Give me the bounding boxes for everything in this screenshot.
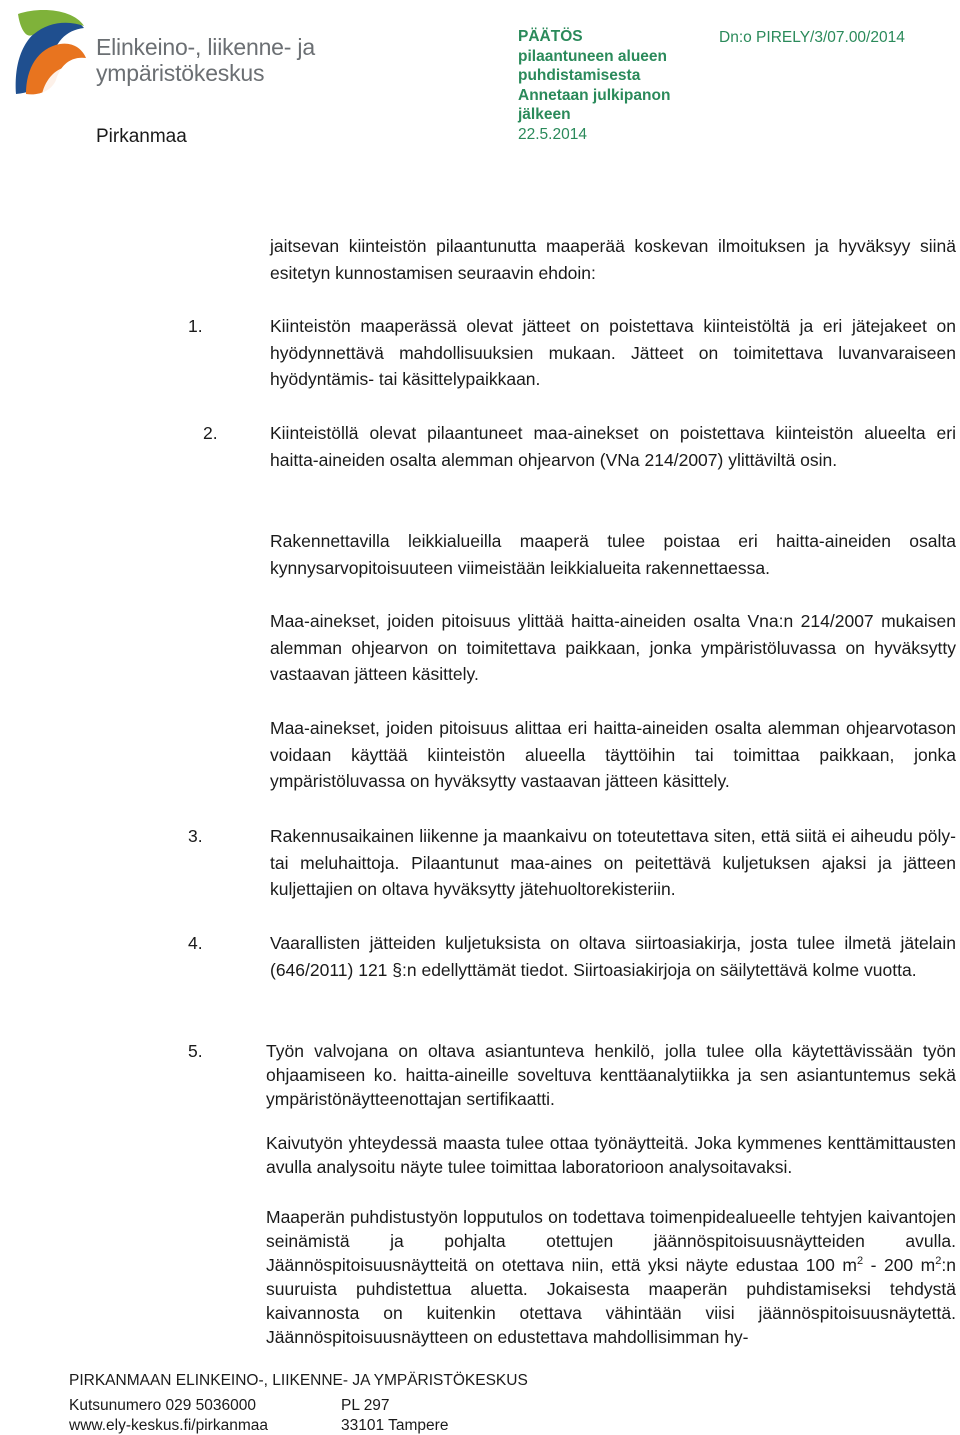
footer-pobox: PL 297	[341, 1397, 390, 1414]
item-number-3: 3.	[188, 826, 203, 846]
item-number-1: 1.	[188, 316, 203, 336]
doc-subject-3: Annetaan julkipanon	[518, 86, 671, 104]
item-2-paragraph-b: Maa-ainekset, joiden pitoisuus ylittää haitta-aineiden osalta Vna:n 214/2007 mukaisen alemman ohjearvon on toimitettava paikkaan, jonka ympäristöluvassa on hyväksytty vastaavan jätteen käsittely.	[270, 611, 956, 684]
doc-type: PÄÄTÖS	[518, 28, 583, 45]
item-5-paragraph-b-part3: :n suuruista puhdistettua aluetta. Jokaisesta maaperän puhdistamiseksi tehdystä kaivannosta on kuitenkin otettava vähintään viisi jäännöspitoisuusnäytettä. Jäännöspitoisuusnäytteen on edustettava mahdollisimman hy-	[266, 1255, 956, 1347]
item-5-paragraph-b-part2: - 200 m	[863, 1255, 936, 1275]
doc-subject-4: jälkeen	[518, 106, 571, 123]
ely-logo-icon	[12, 8, 88, 98]
item-number-5: 5.	[188, 1041, 203, 1061]
document-number: Dn:o PIRELY/3/07.00/2014	[719, 29, 905, 46]
org-name-line2: ympäristökeskus	[96, 60, 265, 86]
item-number-2: 2.	[203, 423, 218, 443]
item-2-paragraph-a: Rakennettavilla leikkialueilla maaperä tulee poistaa eri haitta-aineiden osalta kynnysarvopitoisuuteen viimeistään leikkialueita rakennettaessa.	[270, 531, 956, 578]
item-text-4: Vaarallisten jätteiden kuljetuksista on oltava siirtoasiakirja, josta tulee ilmetä jätelain (646/2011) 121 §:n edellyttämät tiedot. Siirtoasiakirjoja on säilytettävä kolme vuotta.	[270, 933, 956, 980]
item-5-paragraph-a: Kaivutyön yhteydessä maasta tulee ottaa työnäytteitä. Joka kymmenes kenttämittausten avulla analysoitu näyte tulee toimittaa laboratorioon analysoitavaksi.	[266, 1133, 956, 1177]
footer-web-link[interactable]: www.ely-keskus.fi/pirkanmaa	[69, 1417, 268, 1434]
footer-org: PIRKANMAAN ELINKEINO-, LIIKENNE- JA YMPÄRISTÖKESKUS	[69, 1372, 528, 1389]
item-text-2: Kiinteistöllä olevat pilaantuneet maa-ainekset on poistettava kiinteistön alueelta eri haitta-aineiden osalta alemman ohjearvon (VNa 214/2007) ylittäviltä osin.	[270, 423, 956, 470]
footer-phone: Kutsunumero 029 5036000	[69, 1397, 257, 1414]
item-2-paragraph-c: Maa-ainekset, joiden pitoisuus alittaa eri haitta-aineiden osalta alemman ohjearvotason voidaan käyttää kiinteistön alueella täyttöihin tai toimittaa paikkaan, jonka ympäristöluvassa on hyväksytty vastaavan jätteen käsittely.	[270, 718, 956, 791]
item-5-paragraph-b-part1: Maaperän puhdistustyön lopputulos on todettava toimenpidealueelle tehtyjen kaivantojen seinämistä ja pohjalta otettujen jäännöspitoisuusnäytteiden avulla. Jäännöspitoisuusnäytteitä on otettava niin, että yksi näyte edustaa 100 m	[266, 1207, 956, 1275]
item-text-3: Rakennusaikainen liikenne ja maankaivu on toteutettava siten, että siitä ei aiheudu pöly- tai meluhaittoja. Pilaantunut maa-aines on peitettävä kuljetuksen ajaksi ja jätteen kuljettajien on oltava hyväksytty jätehuoltorekisteriin.	[270, 826, 956, 899]
intro-paragraph: jaitsevan kiinteistön pilaantunutta maaperää koskevan ilmoituksen ja hyväksyy siinä esitetyn kunnostamisen seuraavin ehdoin:	[270, 236, 956, 283]
org-name-line1: Elinkeino-, liikenne- ja	[96, 34, 315, 60]
doc-date: 22.5.2014	[518, 125, 587, 143]
footer-city: 33101 Tampere	[341, 1417, 449, 1434]
item-5-paragraph-b	[266, 1205, 956, 1349]
doc-subject-1: pilaantuneen alueen	[518, 47, 668, 65]
doc-subject-2: puhdistamisesta	[518, 67, 641, 84]
document-header	[518, 27, 708, 144]
item-number-4: 4.	[188, 933, 203, 953]
superscript-2: 2	[935, 1255, 942, 1268]
item-text-5: Työn valvojana on oltava asiantunteva henkilö, jolla tulee olla käytettävissään työn ohjaamiseen ko. haitta-aineille soveltuva kenttäanalytiikka ja sen asiantuntemus sekä ympäristönäytteenottajan sertifikaatti.	[266, 1041, 956, 1109]
region-name: Pirkanmaa	[96, 126, 187, 147]
superscript-1: 2	[857, 1255, 864, 1268]
item-text-1: Kiinteistön maaperässä olevat jätteet on poistettava kiinteistöltä ja eri jätejakeet on hyödynnettävä mahdollisuuksien mukaan. Jätteet on toimitettava luvanvaraiseen hyödyntämis- tai käsittelypaikkaan.	[270, 316, 956, 389]
